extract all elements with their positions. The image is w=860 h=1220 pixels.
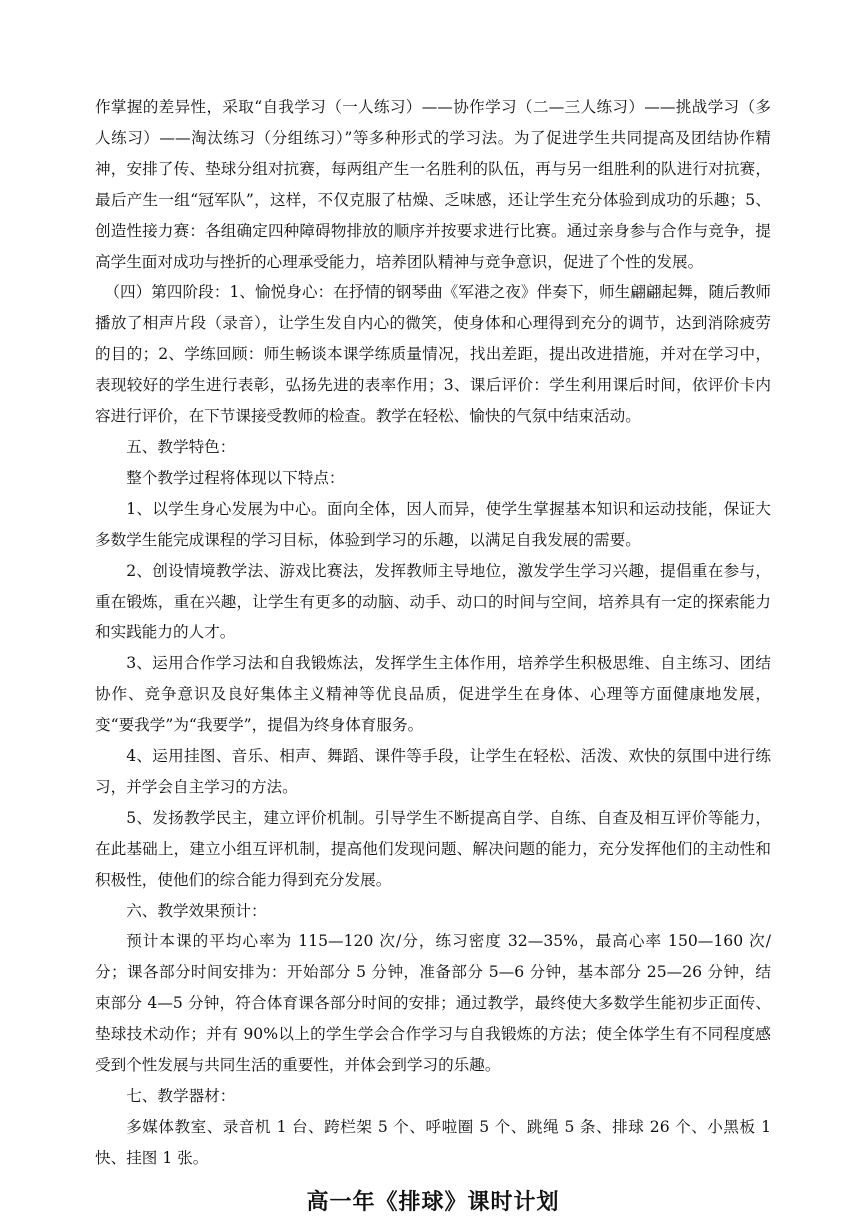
section-heading-effect: 六、教学效果预计： bbox=[126, 901, 267, 920]
paragraph-feature-4: 4、运用挂图、音乐、相声、舞蹈、课件等手段，让学生在轻松、活泼、欢快的氛围中进行练习，并学会自主学习的方法。 bbox=[95, 747, 771, 796]
paragraph-feature-3: 3、运用合作学习法和自我锻炼法，发挥学生主体作用，培养学生积极思维、自主练习、团结协作、竞争意识及良好集体主义精神等优良品质，促进学生在身体、心理等方面健康地发展，变“要我学”为“我要学”，提倡为终身体育服务。 bbox=[95, 654, 771, 735]
document-page bbox=[95, 92, 771, 1220]
section-heading-features: 五、教学特色： bbox=[126, 437, 236, 456]
lesson-plan-title: 高一年《排球》课时计划 bbox=[306, 1189, 560, 1215]
paragraph-stage-four: （四）第四阶段：1、愉悦身心：在抒情的钢琴曲《军港之夜》伴奏下，师生翩翩起舞，随后教师播放了相声片段（录音），让学生发自内心的微笑，使身体和心理得到充分的调节，达到消除疲劳的目的；2、学练回顾：师生畅谈本课学练质量情况，找出差距，提出改进措施，并对在学习中，表现较好的学生进行表彰，弘扬先进的表率作用；3、课后评价：学生利用课后时间，依评价卡内容进行评价，在下节课接受教师的检查。教学在轻松、愉快的气氛中结束活动。 bbox=[95, 283, 771, 426]
paragraph-equipment: 多媒体教室、录音机 1 台、跨栏架 5 个、呼啦圈 5 个、跳绳 5 条、排球 26 个、小黑板 1 快、挂图 1 张。 bbox=[95, 1117, 771, 1167]
paragraph-feature-5: 5、发扬教学民主，建立评价机制。引导学生不断提高自学、自练、自查及相互评价等能力，在此基础上，建立小组互评机制，提高他们发现问题、解决问题的能力，充分发挥他们的主动性和积极性，使他们的综合能力得到充分发展。 bbox=[95, 808, 771, 889]
section-heading-equipment: 七、教学器材： bbox=[126, 1087, 236, 1105]
paragraph-feature-2: 2、创设情境教学法、游戏比赛法，发挥教师主导地位，激发学生学习兴趣，提倡重在参与，重在锻炼，重在兴趣，让学生有更多的动脑、动手、动口的时间与空间，培养具有一定的探索能力和实践能力的人才。 bbox=[95, 561, 771, 642]
paragraph-learning-methods: 作掌握的差异性，采取“自我学习（一人练习）——协作学习（二—三人练习）——挑战学习（多人练习）——淘汰练习（分组练习）”等多种形式的学习法。为了促进学生共同提高及团结协作精神，安排了传、垫球分组对抗赛，每两组产生一名胜利的队伍，再与另一组胜利的队进行对抗赛，最后产生一组“冠军队”，这样，不仅克服了枯燥、乏味感，还让学生充分体验到成功的乐趣；5、创造性接力赛：各组确定四种障碍物排放的顺序并按要求进行比赛。通过亲身参与合作与竞争，提高学生面对成功与挫折的心理承受能力，培养团队精神与竞争意识，促进了个性的发展。 bbox=[95, 98, 771, 271]
paragraph-feature-1: 1、以学生身心发展为中心。面向全体，因人而异，使学生掌握基本知识和运动技能，保证大多数学生能完成课程的学习目标，体验到学习的乐趣，以满足自我发展的需要。 bbox=[95, 499, 771, 549]
paragraph-effect: 预计本课的平均心率为 115—120 次/分，练习密度 32—35%，最高心率 150—160 次/分；课各部分时间安排为：开始部分 5 分钟，准备部分 5—6 分钟，基本部分 25—26 分钟，结束部分 4—5 分钟，符合体育课各部分时间的安排；通过教学，最终使大多数学生能初步正面传、垫球技术动作；并有 90%以上的学生学会合作学习与自我锻炼的方法；使全体学生有不同程度感受到个性发展与共同生活的重要性，并体会到学习的乐趣。 bbox=[95, 932, 771, 1075]
paragraph-features-intro: 整个教学过程将体现以下特点： bbox=[126, 468, 345, 487]
